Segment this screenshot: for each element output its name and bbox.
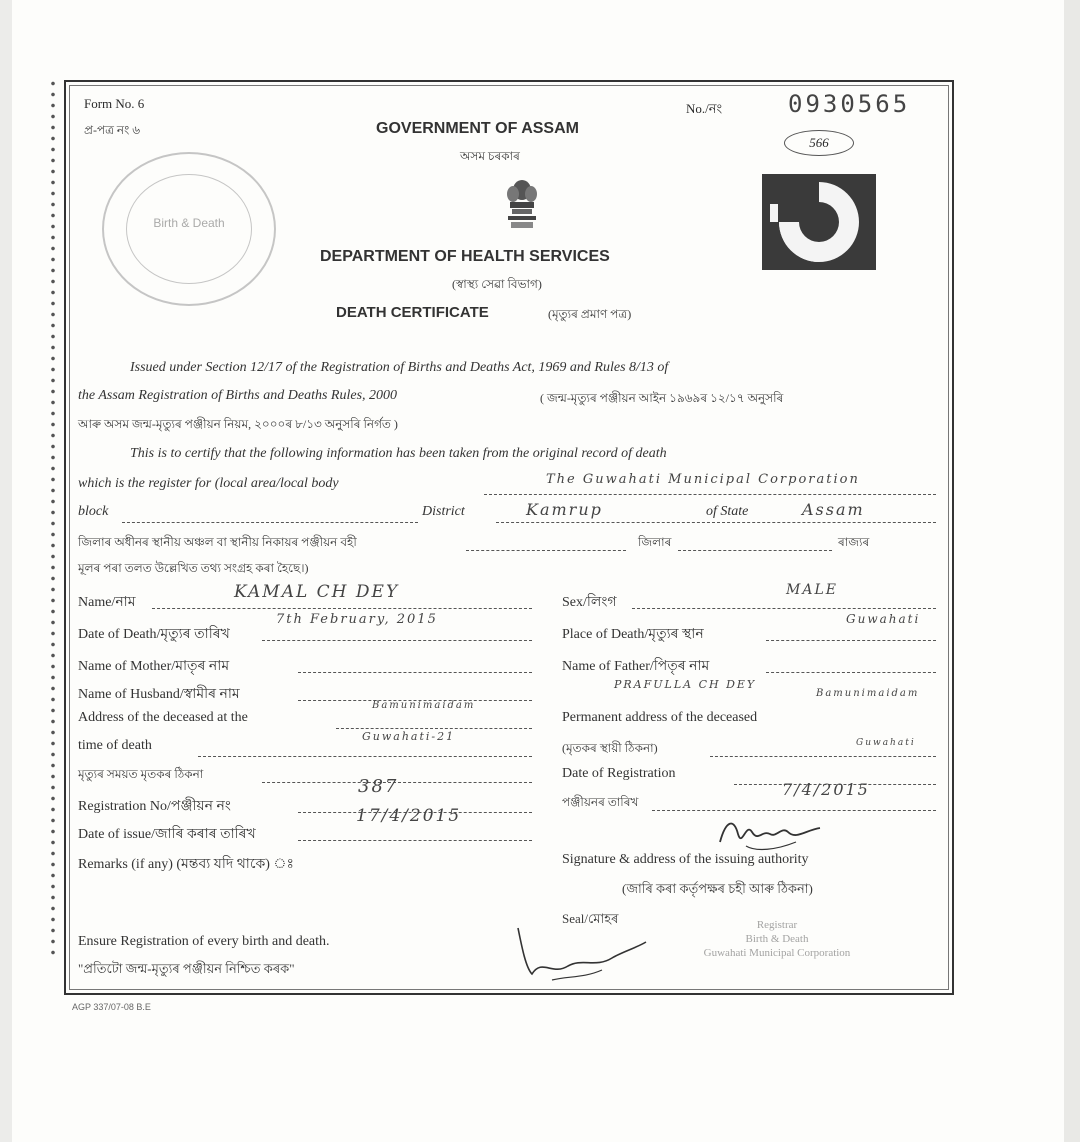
intro-text-line-2: the Assam Registration of Births and Deaths Rules, 2000 xyxy=(78,388,398,403)
stamp-text: Birth & Death xyxy=(153,216,225,230)
bn-underline-2 xyxy=(678,550,832,551)
death-certificate xyxy=(64,80,954,995)
place-of-death-underline xyxy=(766,640,936,641)
department-title-bn: (স্বাস্থ্য সেৱা বিভাগ) xyxy=(452,277,542,291)
registration-number-label: Registration No/পঞ্জীয়ন নং xyxy=(78,799,231,814)
address-bn-label: মৃত্যুৰ সময়ত মৃতকৰ ঠিকনা xyxy=(78,767,204,781)
address-death-label-1: Address of the deceased at the xyxy=(78,710,248,725)
issue-date-value: 17/4/2015 xyxy=(356,806,462,826)
page-edge-right xyxy=(1064,0,1080,1142)
permanent-address-value-1: Bamunimaidam xyxy=(816,688,920,699)
name-label: Name/নাম xyxy=(78,595,136,610)
government-title: GOVERNMENT OF ASSAM xyxy=(376,120,579,137)
permanent-address-value-2: Guwahati xyxy=(856,738,916,748)
name-underline xyxy=(152,608,532,609)
registrar-round-stamp xyxy=(102,152,276,306)
father-name-label: Name of Father/পিতৃৰ নাম xyxy=(562,659,710,674)
registrar-seal xyxy=(652,918,902,960)
address-death-value-2: Guwahati-21 xyxy=(362,730,456,743)
registration-number-value: 387 xyxy=(358,776,399,797)
bn-line-1: জিলাৰ অধীনৰ স্থানীয় অঞ্চল বা স্থানীয় নিকায়ৰ পঞ্জীয়ন বহী xyxy=(78,535,357,549)
bn-underline-1 xyxy=(466,550,626,551)
seal-label: Seal/মোহৰ xyxy=(562,911,619,926)
department-title: DEPARTMENT OF HEALTH SERVICES xyxy=(320,248,610,265)
perforation-marks xyxy=(50,78,56,958)
intro-bn-line-2: আৰু অসম জন্ম-মৃত্যুৰ পঞ্জীয়ন নিয়ম, ২০০০ৰ ৮/১৩ অনুসৰি নিৰ্গত ) xyxy=(78,417,398,431)
father-name-underline xyxy=(766,672,936,673)
sex-label: Sex/লিংগ xyxy=(562,595,617,610)
local-body-underline xyxy=(484,494,936,495)
mother-name-label: Name of Mother/মাতৃৰ নাম xyxy=(78,659,230,674)
signature-label-bn: (জাৰি কৰা কৰ্তৃপক্ষৰ চহী আৰু ঠিকনা) xyxy=(622,881,813,896)
mother-name-underline xyxy=(298,672,532,673)
state-label: of State xyxy=(706,504,749,519)
block-label: block xyxy=(78,504,109,519)
registration-date-label-bn: পঞ্জীয়নৰ তাৰিখ xyxy=(562,795,639,809)
registrar-seal-line-1: Registrar xyxy=(756,919,798,931)
serial-code: 566 xyxy=(784,130,854,156)
form-number: Form No. 6 xyxy=(84,96,145,111)
registrar-seal-line-3: Guwahati Municipal Corporation xyxy=(703,947,851,959)
address-death-value-1: Bamunimaidam xyxy=(372,700,476,711)
certify-line-2: which is the register for (local area/local body xyxy=(78,476,339,491)
place-of-death-label: Place of Death/মৃত্যুৰ স্থান xyxy=(562,627,704,642)
date-of-death-value: 7th February, 2015 xyxy=(276,612,438,627)
block-underline xyxy=(122,522,418,523)
permanent-address-label-2: (মৃতকৰ স্থায়ী ঠিকনা) xyxy=(562,741,658,755)
husband-name-label: Name of Husband/স্বামীৰ নাম xyxy=(78,687,240,702)
signature-label: Signature & address of the issuing authority xyxy=(562,852,809,867)
footer-registration-note: Ensure Registration of every birth and death. xyxy=(78,934,330,949)
date-of-death-label: Date of Death/মৃত্যুৰ তাৰিখ xyxy=(78,627,230,642)
district-state-underline xyxy=(496,522,936,523)
issue-date-label: Date of issue/জাৰি কৰাৰ তাৰিখ xyxy=(78,827,256,842)
serial-label: No./নং xyxy=(686,101,723,116)
address-death-label-2: time of death xyxy=(78,738,152,753)
health-logo-icon xyxy=(762,174,876,270)
certify-line-1: This is to certify that the following information has been taken from the original record of death xyxy=(130,446,667,461)
government-title-bn: অসম চৰকাৰ xyxy=(460,149,520,163)
footer-registration-note-bn: "প্ৰতিটো জন্ম-মৃত্যুৰ পঞ্জীয়ন নিশ্চিত কৰক" xyxy=(78,961,295,976)
father-name-value: PRAFULLA CH DEY xyxy=(614,678,757,691)
registrar-seal-line-2: Birth & Death xyxy=(745,933,809,945)
bn-line-2: মূলৰ পৰা তলত উল্লেখিত তথ্য সংগ্ৰহ কৰা হৈছে।) xyxy=(78,561,309,575)
registration-date-underline-2 xyxy=(652,810,936,811)
address-death-underline-2 xyxy=(198,756,532,757)
issue-date-underline xyxy=(298,840,532,841)
national-emblem-icon xyxy=(502,176,542,232)
form-number-bn: প্ৰ-পত্ৰ নং ৬ xyxy=(84,123,141,137)
address-death-underline-1 xyxy=(336,728,532,729)
remarks-label: Remarks (if any) (মন্তব্য যদি থাকে) ঃ xyxy=(78,857,294,872)
registration-date-value: 7/4/2015 xyxy=(782,780,870,799)
district-label: District xyxy=(422,504,465,519)
name-value: KAMAL CH DEY xyxy=(234,582,400,602)
page-edge-left xyxy=(0,0,12,1142)
bn-line-1c: ৰাজ্যৰ xyxy=(838,535,870,549)
printer-code: AGP 337/07-08 B.E xyxy=(72,1002,151,1012)
intro-bn-line-1: ( জন্ম-মৃত্যুৰ পঞ্জীয়ন আইন ১৯৬৯ৰ ১২/১৭ অনুসৰি xyxy=(540,391,784,405)
registration-date-label: Date of Registration xyxy=(562,766,676,781)
certificate-title: DEATH CERTIFICATE xyxy=(336,304,489,321)
permanent-address-label-1: Permanent address of the deceased xyxy=(562,710,758,725)
date-of-death-underline xyxy=(262,640,532,641)
district-value: Kamrup xyxy=(526,500,603,519)
serial-number: 0930565 xyxy=(788,90,911,118)
place-of-death-value: Guwahati xyxy=(846,612,921,626)
permanent-address-underline xyxy=(710,756,936,757)
registrar-initials-signature-icon xyxy=(512,918,652,988)
bn-line-1b: জিলাৰ xyxy=(638,535,672,549)
sex-underline xyxy=(632,608,936,609)
intro-text-line-1: Issued under Section 12/17 of the Registration of Births and Deaths Act, 1969 and Rules 8/13 of xyxy=(130,360,669,375)
certificate-title-bn: (মৃত্যুৰ প্ৰমাণ পত্ৰ) xyxy=(548,307,632,321)
local-body-value: The Guwahati Municipal Corporation xyxy=(546,472,860,487)
state-value: Assam xyxy=(802,500,865,519)
health-services-logo xyxy=(762,174,876,270)
sex-value: MALE xyxy=(786,582,838,598)
